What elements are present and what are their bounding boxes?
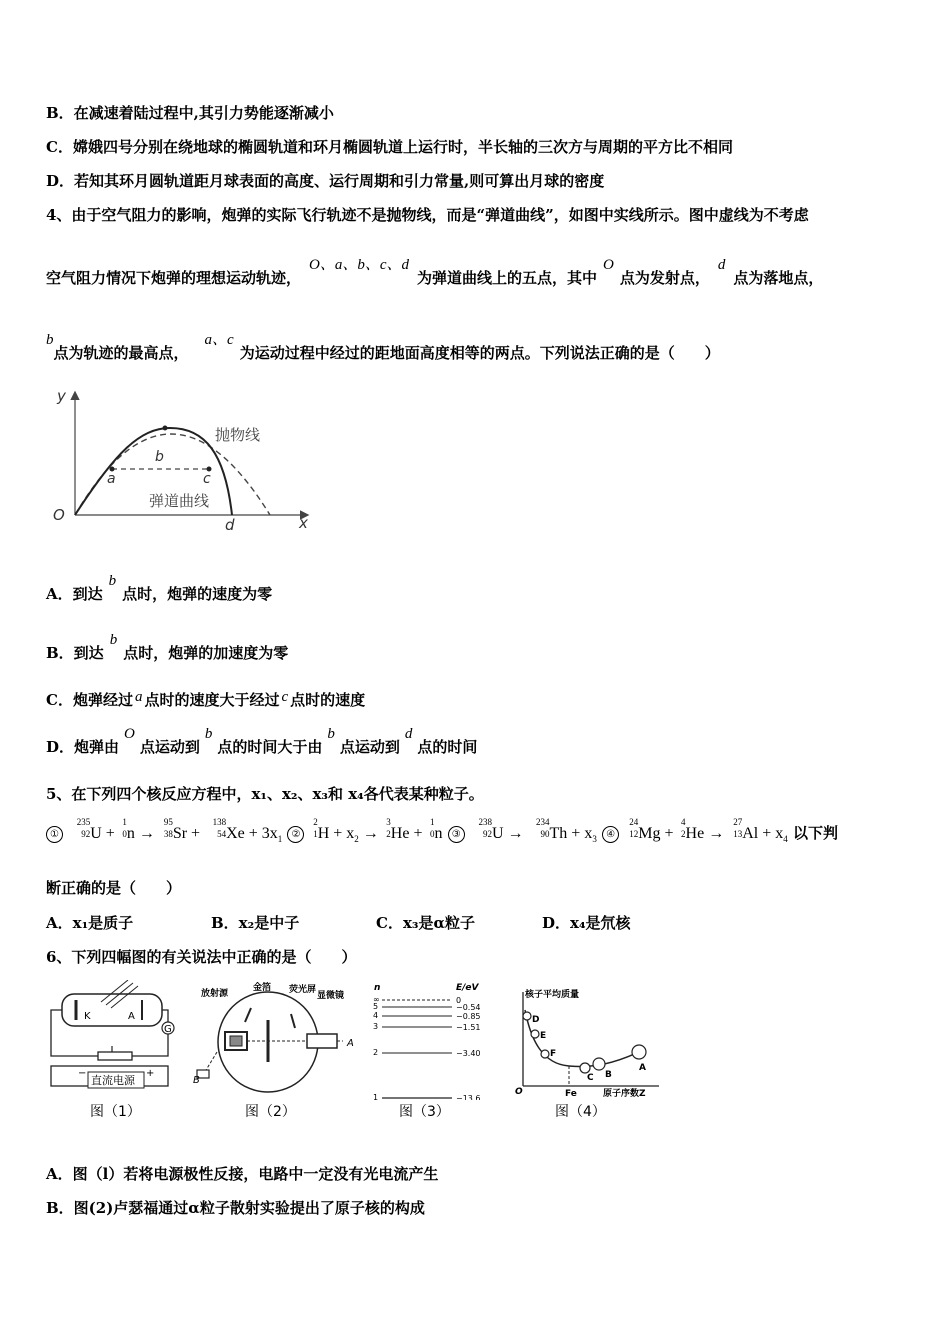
label-parabola: 抛物线 [215, 426, 261, 444]
symbol: b [327, 726, 335, 742]
equation-1: 235 92 U + 1 0 n → 95 38 Sr + 138 54 $Xe + 3x_1$ [76, 817, 283, 845]
q4-stem-line3 [46, 332, 720, 364]
equation-4: 24 12 Mg + 4 2 He → 27 13 $Al + x_4$ [629, 817, 788, 845]
text: 点时，炮弹的速度为零 [122, 585, 273, 603]
x-axis-label: 原子序数Z [603, 1089, 646, 1098]
level-3: 3 [373, 1022, 379, 1031]
symbol: b [204, 726, 213, 742]
label-a: a [107, 471, 116, 487]
label-B: B [193, 1075, 200, 1086]
label-Fe: Fe [565, 1089, 577, 1098]
label-D: D [532, 1015, 540, 1025]
point-b [163, 426, 168, 431]
q4-option-b [46, 632, 289, 664]
text: 点运动到 [339, 738, 400, 756]
energy-4: −0.85 [456, 1012, 481, 1021]
label-C: C [587, 1073, 594, 1083]
energy-1: −13.6 [456, 1094, 481, 1100]
text: B．到达 [46, 644, 104, 662]
label-foil: 金箔 [253, 983, 272, 993]
label-psu: 直流电源 [91, 1074, 135, 1087]
symbol-b: b [46, 332, 54, 348]
level-2: 2 [373, 1048, 379, 1057]
label-d: d [225, 516, 235, 534]
q4-stem-line1: 4、由于空气阻力的影响，炮弹的实际飞行轨迹不是抛物线，而是“弹道曲线”，如图中实线所示。图中虚线为不考虑 [46, 206, 809, 224]
q4-stem-line2 [46, 257, 824, 289]
symbol: a [134, 689, 143, 705]
text: 点的时间 [417, 738, 478, 756]
q5-option-d: D．x₄是氘核 [542, 914, 631, 932]
energy-2: −3.40 [456, 1049, 481, 1058]
y-axis-label: 核子平均质量 [525, 990, 580, 1000]
symbol: b [108, 573, 117, 589]
text: 点时的速度 [290, 691, 366, 709]
figure-1-photoelectric [46, 980, 181, 1095]
marker-1: ① [46, 826, 63, 843]
label-c: c [203, 471, 211, 487]
label-x: x [299, 514, 308, 532]
text: 为弹道曲线上的五点，其中 [417, 269, 598, 287]
energy-5: −0.54 [456, 1003, 481, 1012]
level-5: 5 [373, 1002, 379, 1011]
figure-4-nucleon-mass [513, 986, 663, 1098]
caption-figure-2: 图（2） [245, 1104, 296, 1120]
q3-option-c: C．嫦娥四号分别在绕地球的椭圆轨道和环月椭圆轨道上运行时，半长轴的三次方与周期的平方比不相同 [46, 138, 733, 156]
text: 点为轨迹的最高点， [53, 344, 189, 362]
symbol-d: d [717, 257, 726, 273]
q6-option-b: B．图(2)卢瑟福通过α粒子散射实验提出了原子核的构成 [46, 1199, 425, 1217]
text: A．到达 [46, 585, 103, 603]
energy-3: −1.51 [456, 1023, 481, 1032]
label-E: E [540, 1031, 547, 1041]
label-A: A [347, 1038, 354, 1049]
point-symbols: O、a、b、c、d [309, 257, 410, 273]
symbol-O: O [603, 257, 614, 273]
figure-2-rutherford [193, 980, 358, 1095]
symbol: d [404, 726, 413, 742]
text: 点为发射点， [619, 269, 710, 287]
text: 点时，炮弹的加速度为零 [123, 644, 289, 662]
text: D．炮弹由 [46, 738, 120, 756]
caption-figure-3: 图（3） [399, 1104, 450, 1120]
label-A: A [128, 1011, 135, 1022]
q5-option-c: C．x₃是α粒子 [376, 914, 475, 932]
q3-option-d: D．若知其环月圆轨道距月球表面的高度、运行周期和引力常量,则可算出月球的密度 [46, 172, 605, 190]
label-E: E/eV [456, 983, 479, 993]
level-4: 4 [373, 1011, 379, 1020]
label-ballistic: 弹道曲线 [149, 492, 210, 510]
level-1: 1 [373, 1093, 379, 1100]
energy-0: 0 [456, 996, 462, 1005]
q5-stem-end: 断正确的是（ ） [46, 879, 182, 897]
label-b: b [155, 449, 164, 465]
symbol: c [281, 689, 289, 705]
q5-stem: 5、在下列四个核反应方程中，x₁、x₂、x₃和 x₄各代表某种粒子。 [46, 785, 484, 803]
label-K: K [84, 1011, 91, 1022]
label-screen: 荧光屏 [289, 985, 317, 995]
label-plus: + [146, 1068, 155, 1079]
equation-3: 238 92 U → 234 90 $Th + x_3$ [478, 817, 597, 845]
symbol: b [109, 632, 118, 648]
text: C．炮弹经过 [46, 691, 133, 709]
label-O: O [53, 506, 65, 524]
q3-option-b: B．在减速着陆过程中,其引力势能逐渐减小 [46, 104, 334, 122]
marker-2: ② [287, 826, 304, 843]
label-source: 放射源 [201, 989, 229, 999]
ballistic-figure [45, 383, 325, 538]
label-y: y [57, 387, 66, 405]
caption-figure-4: 图（4） [555, 1104, 606, 1120]
label-microscope: 显微镜 [317, 991, 345, 1001]
label-B: B [605, 1070, 612, 1080]
symbols-ac: a、c [204, 332, 234, 348]
label-G: G [164, 1024, 172, 1035]
level-inf: ∞ [373, 995, 380, 1004]
q4-option-a [46, 573, 273, 605]
q5-option-b: B．x₂是中子 [211, 914, 300, 932]
q5-equations [46, 817, 838, 849]
marker-4: ④ [602, 826, 619, 843]
q4-option-c [46, 690, 365, 711]
caption-figure-1: 图（1） [90, 1104, 141, 1120]
q6-stem: 6、下列四幅图的有关说法中正确的是（ ） [46, 948, 357, 966]
label-n: n [374, 983, 381, 993]
symbol: O [124, 726, 135, 742]
label-O: O [515, 1087, 523, 1097]
q5-option-a: A．x₁是质子 [46, 914, 134, 932]
label-A: A [639, 1063, 646, 1073]
equation-2: 2 1 $H + x_2$ → 3 2 He + 1 0 n [313, 817, 443, 845]
text: 点为落地点， [733, 269, 824, 287]
text: 点的时间大于由 [217, 738, 323, 756]
text: 点时的速度大于经过 [144, 691, 280, 709]
label-minus: − [78, 1068, 87, 1079]
text: 为运动过程中经过的距地面高度相等的两点。下列说法正确的是（ ） [239, 344, 720, 362]
figure-3-energy-levels [368, 980, 503, 1100]
q6-option-a: A．图（l）若将电源极性反接，电路中一定没有光电流产生 [46, 1165, 439, 1183]
label-F: F [550, 1049, 557, 1059]
marker-3: ③ [448, 826, 465, 843]
q4-option-d [46, 726, 478, 758]
text: 点运动到 [139, 738, 200, 756]
text: 以下判 [792, 824, 838, 842]
text: 空气阻力情况下炮弹的理想运动轨迹， [46, 269, 302, 287]
